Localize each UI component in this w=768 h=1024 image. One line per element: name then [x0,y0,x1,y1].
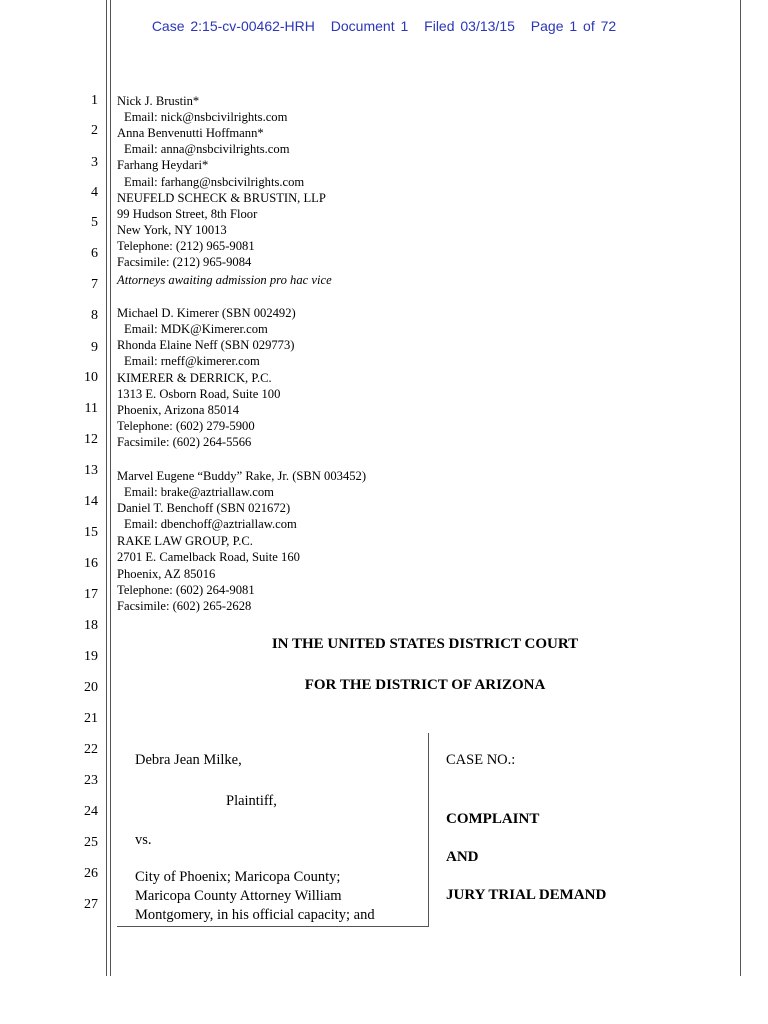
left-margin-rule-inner [110,0,111,976]
case-number-label: CASE NO.: [446,752,516,768]
firm-address: 99 Hudson Street, 8th Floor [117,207,258,221]
firm-name: RAKE LAW GROUP, P.C. [117,534,253,548]
line-number: 5 [91,215,98,230]
firm-name: NEUFELD SCHECK & BRUSTIN, LLP [117,191,326,205]
firm-address: Phoenix, Arizona 85014 [117,403,240,417]
line-number: 11 [84,401,98,416]
filed-date: Filed 03/13/15 [424,18,515,34]
attorney-name: Daniel T. Benchoff (SBN 021672) [117,501,291,515]
firm-telephone: Telephone: (602) 279-5900 [117,419,255,433]
line-number: 18 [84,618,98,633]
attorney-name: Farhang Heydari* [117,158,209,172]
line-number: 16 [84,556,98,571]
attorney-email: Email: MDK@Kimerer.com [124,322,268,336]
line-number: 24 [84,804,98,819]
firm-facsimile: Facsimile: (602) 264-5566 [117,435,252,449]
line-number: 2 [91,123,98,138]
firm-address: New York, NY 10013 [117,223,227,237]
caption-divider-vertical [428,733,429,927]
document-number: Document 1 [330,18,409,34]
attorney-name: Michael D. Kimerer (SBN 002492) [117,306,296,320]
attorney-name: Nick J. Brustin* [117,94,200,108]
line-number: 19 [84,649,98,664]
firm-address: Phoenix, AZ 85016 [117,567,216,581]
right-margin-rule [740,0,741,976]
firm-address: 2701 E. Camelback Road, Suite 160 [117,550,300,564]
document-title: COMPLAINT [446,811,540,827]
line-number: 6 [91,246,98,261]
line-number: 25 [84,835,98,850]
line-number: 4 [91,185,98,200]
line-number: 17 [84,587,98,602]
defendant-line: Maricopa County Attorney William [135,888,342,904]
court-name: IN THE UNITED STATES DISTRICT COURT [271,636,579,652]
line-number: 23 [84,773,98,788]
page-indicator: Page 1 of 72 [530,18,617,34]
firm-name: KIMERER & DERRICK, P.C. [117,371,272,385]
line-number: 8 [91,308,98,323]
attorney-email: Email: nick@nsbcivilrights.com [124,110,288,124]
firm-address: 1313 E. Osborn Road, Suite 100 [117,387,281,401]
line-number: 9 [91,340,98,355]
attorney-email: Email: rneff@kimerer.com [124,354,260,368]
firm-telephone: Telephone: (212) 965-9081 [117,239,255,253]
case-number: Case 2:15-cv-00462-HRH [151,18,315,34]
line-number: 13 [84,463,98,478]
plaintiff-name: Debra Jean Milke, [135,752,242,768]
versus: vs. [135,832,152,848]
line-number: 27 [84,897,98,912]
line-number: 14 [84,494,98,509]
line-number: 1 [91,93,98,108]
line-number: 15 [84,525,98,540]
attorney-name: Rhonda Elaine Neff (SBN 029773) [117,338,295,352]
defendant-line: Montgomery, in his official capacity; and [135,907,375,923]
plaintiff-role: Plaintiff, [226,793,277,809]
document-title: JURY TRIAL DEMAND [446,887,607,903]
line-number: 7 [91,277,98,292]
court-district: FOR THE DISTRICT OF ARIZONA [304,677,546,693]
line-number: 26 [84,866,98,881]
defendant-line: City of Phoenix; Maricopa County; [135,869,341,885]
pro-hac-vice-note: Attorneys awaiting admission pro hac vice [117,273,332,287]
left-margin-rule-outer [106,0,107,976]
line-number: 21 [84,711,98,726]
line-number: 3 [91,155,98,170]
attorney-email: Email: farhang@nsbcivilrights.com [124,175,305,189]
line-number: 22 [84,742,98,757]
firm-facsimile: Facsimile: (212) 965-9084 [117,255,252,269]
attorney-name: Marvel Eugene “Buddy” Rake, Jr. (SBN 003452) [117,469,367,483]
attorney-email: Email: dbenchoff@aztriallaw.com [124,517,297,531]
caption-underline [117,926,429,927]
attorney-email: Email: anna@nsbcivilrights.com [124,142,290,156]
case-header [0,18,768,34]
line-number: 12 [84,432,98,447]
firm-telephone: Telephone: (602) 264-9081 [117,583,255,597]
attorney-email: Email: brake@aztriallaw.com [124,485,274,499]
line-number: 20 [84,680,98,695]
firm-facsimile: Facsimile: (602) 265-2628 [117,599,252,613]
attorney-name: Anna Benvenutti Hoffmann* [117,126,264,140]
line-number: 10 [84,370,98,385]
document-title: AND [446,849,479,865]
